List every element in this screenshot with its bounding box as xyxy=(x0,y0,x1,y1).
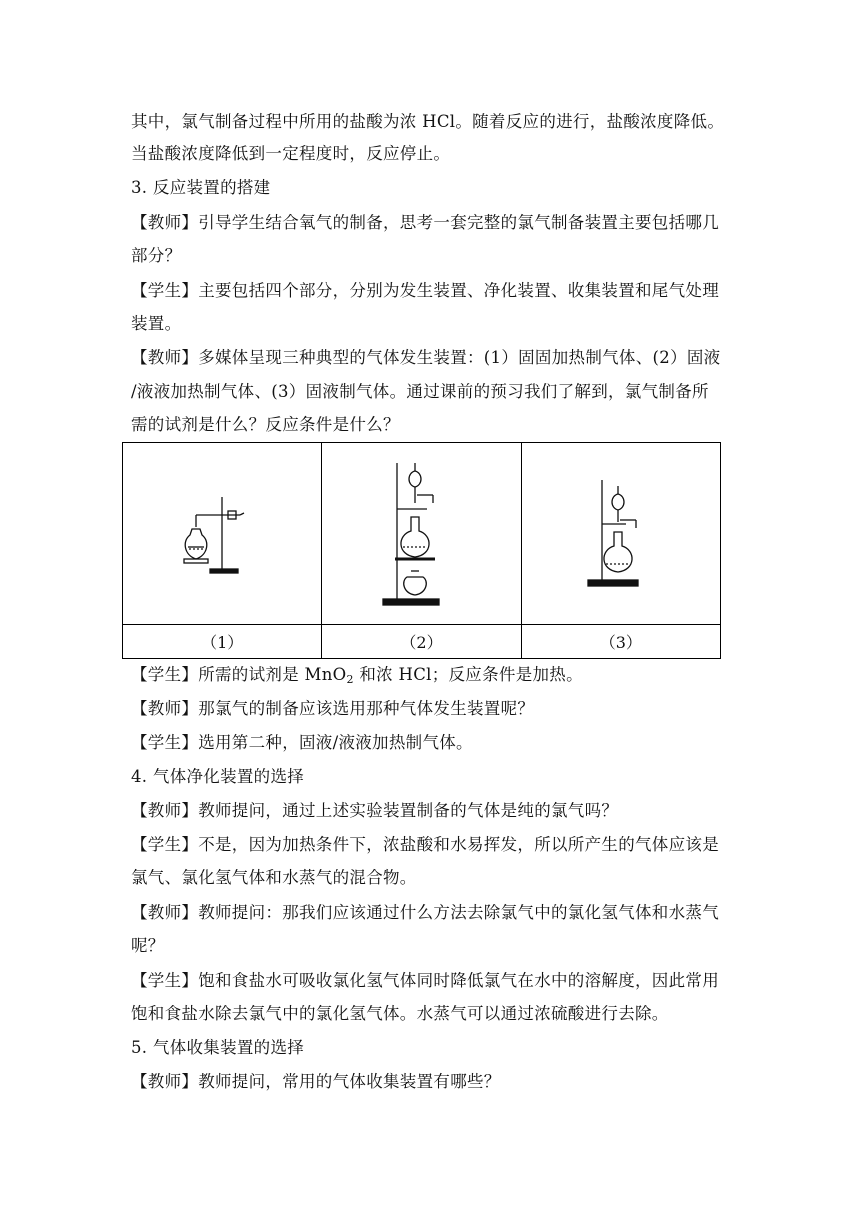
paragraph-line: 【教师】那氯气的制备应该选用那种气体发生装置呢？ xyxy=(131,699,535,718)
paragraph-line: 【学生】主要包括四个部分，分别为发生装置、净化装置、收集装置和尾气处理 xyxy=(131,281,719,300)
section-heading-3: 3. 反应装置的搭建 xyxy=(131,178,271,197)
solid-heating-apparatus-icon xyxy=(182,489,262,579)
figure-caption-3: （3） xyxy=(521,625,720,659)
figure-cell-1 xyxy=(123,443,322,625)
solid-liquid-apparatus-icon xyxy=(586,476,656,591)
paragraph-line: 【教师】引导学生结合氧气的制备，思考一套完整的氯气制备装置主要包括哪几 xyxy=(131,213,719,232)
paragraph-line: 饱和食盐水除去氯气中的氯化氢气体。水蒸气可以通过浓硫酸进行去除。 xyxy=(131,1004,669,1023)
figure-cell-2 xyxy=(322,443,521,625)
paragraph-line: 氯气、氯化氢气体和水蒸气的混合物。 xyxy=(131,868,417,887)
paragraph-line: 【学生】所需的试剂是 MnO$_2$ 和浓 HCl；反应条件是加热。 xyxy=(131,665,583,686)
section-heading-5: 5. 气体收集装置的选择 xyxy=(131,1038,305,1057)
paragraph-line: 【教师】多媒体呈现三种典型的气体发生装置：(1）固固加热制气体、(2）固液 xyxy=(131,348,721,367)
paragraph-line: 需的试剂是什么？反应条件是什么？ xyxy=(131,415,400,434)
paragraph-line: 【学生】选用第二种，固液/液液加热制气体。 xyxy=(131,733,473,752)
liquid-heating-apparatus-icon xyxy=(381,459,461,609)
apparatus-figure-table xyxy=(122,442,721,659)
paragraph-line: 部分？ xyxy=(131,246,182,265)
paragraph-line: 【教师】教师提问，常用的气体收集装置有哪些？ xyxy=(131,1072,501,1091)
paragraph-line: 【学生】不是，因为加热条件下，浓盐酸和水易挥发，所以所产生的气体应该是 xyxy=(131,835,719,854)
figure-cell-3 xyxy=(521,443,720,625)
figure-caption-1: （1） xyxy=(123,625,322,659)
figure-caption-2: （2） xyxy=(322,625,521,659)
paragraph-line: 呢？ xyxy=(131,936,165,955)
paragraph-line: 装置。 xyxy=(131,314,182,333)
paragraph-line: /液液加热制气体、(3）固液制气体。通过课前的预习我们了解到，氯气制备所 xyxy=(131,382,709,401)
paragraph-line: 【教师】教师提问：那我们应该通过什么方法去除氯气中的氯化氢气体和水蒸气 xyxy=(131,903,719,922)
paragraph-line: 【学生】饱和食盐水可吸收氯化氢气体同时降低氯气在水中的溶解度，因此常用 xyxy=(131,971,719,990)
section-heading-4: 4. 气体净化装置的选择 xyxy=(131,767,305,786)
paragraph-line: 当盐酸浓度降低到一定程度时，反应停止。 xyxy=(131,144,451,163)
paragraph-line: 其中，氯气制备过程中所用的盐酸为浓 HCl。随着反应的进行，盐酸浓度降低。 xyxy=(131,112,725,131)
paragraph-line: 【教师】教师提问，通过上述实验装置制备的气体是纯的氯气吗？ xyxy=(131,801,619,820)
